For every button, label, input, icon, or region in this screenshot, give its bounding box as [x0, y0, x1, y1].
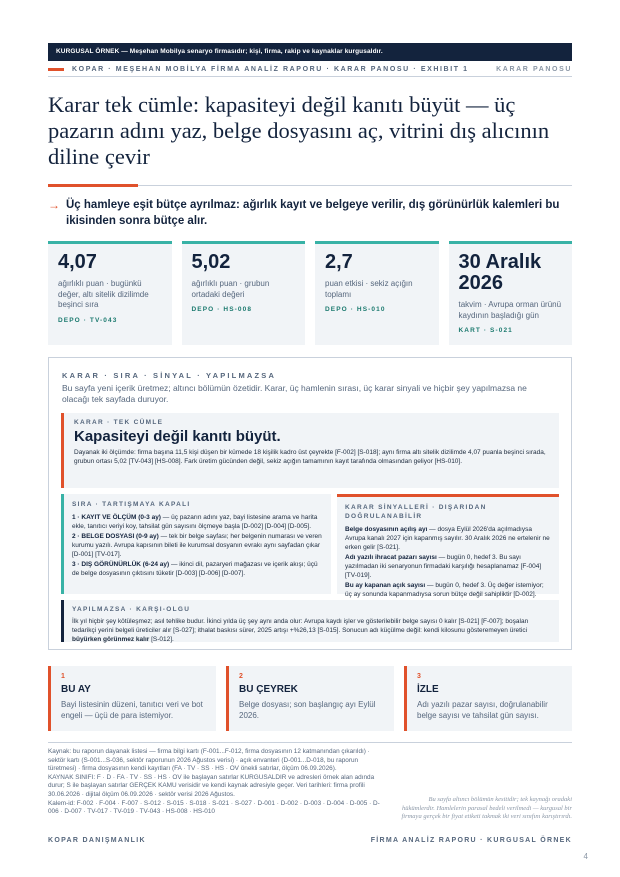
action-card — [226, 666, 394, 731]
decision-sheet — [48, 357, 572, 650]
verdict-box — [61, 413, 559, 488]
lead-text: Üç hamleye eşit bütçe ayrılmaz: ağırlık kayıt ve belgeye verilir, dış görünürlük kalemleri bu ikisinden sonra bütçe alır. — [66, 199, 560, 227]
signal-item-title: Bu ay kapanan açık sayısı — [345, 582, 426, 589]
action-number: 2 — [239, 673, 243, 680]
running-head — [48, 63, 572, 75]
action-row — [48, 666, 572, 731]
source-notes — [48, 748, 388, 817]
sequence-item — [72, 532, 323, 559]
sequence-item — [72, 513, 323, 531]
kpi-source: DEPO · TV-043 — [58, 316, 118, 324]
kpi-source: DEPO · HS-008 — [191, 306, 253, 313]
sequence-item-title: 3 · DIŞ GÖRÜNÜRLÜK (6-24 ay) — [72, 561, 170, 568]
action-card — [48, 666, 216, 731]
kpi-value: 30 Aralık 2026 — [458, 251, 542, 294]
kpi-label: takvim · Avrupa orman ürünü kaydının başladığı gün — [458, 300, 562, 320]
kpi-label: puan etkisi · sekiz açığın toplamı — [325, 279, 413, 299]
kpi-value: 5,02 — [191, 251, 231, 273]
footer-divider — [48, 742, 572, 743]
kpi-card — [48, 241, 172, 345]
counterfactual-emphasis: büyürken görünmez kalır — [72, 636, 150, 643]
source-line: KAYNAK SINIFI: F · D · FA · TV · SS · HS · OV ile başlayan satırlar KURGUSALDIR ve adresleri örnek alan adında durur; S ile başlayan satırlar GERÇEK KAMU verisidir ve kendi kaynak adresiyle geçer. Veri tarihleri: firma profili 30.06.2026 · dijital ölçüm 06.09.2026 · sektör verisi 2026 Ağustos. — [48, 773, 375, 798]
kpi-label: ağırlıklı puan · grubun ortadaki değeri — [191, 279, 270, 299]
title-accent-rule — [48, 184, 138, 187]
action-heading: İZLE — [417, 684, 439, 695]
kpi-source: KART · S-021 — [458, 327, 513, 334]
action-number: 3 — [417, 673, 421, 680]
signal-item-text: — bugün 0, hedef 3. Bu sayı yazılmadan iki senaryonun firmadaki karşılığı hesaplanamaz [F-004] [TV-019]. — [345, 554, 542, 579]
sequence-item — [72, 560, 323, 578]
counterfactual-text-before: İlk yıl hiçbir şey kötüleşmez; asıl tehlike budur. İkinci yılda üç şey aynı anda olur: Avrupa kaydı işler ve gösterilebilir belge sayısı 0 kalır [S-021] [F-007]; boşalan tedarikçi yerini belgeli üreticiler alır [S-027]; ithalat baskısı sürer, 2025 artışı +%26,13 [S-015]. Sonucun adı küçülme değil: kendi kilosunu gösteremeyen üretici — [72, 618, 529, 634]
header-divider — [48, 76, 572, 77]
sequence-item-text: — ikinci dil, pazaryeri mağazası ve içerik akışı; üçü de belge dosyasının çıktısını tüketir [D-003] [D-006] [D-007]. — [72, 561, 318, 577]
signal-item — [345, 581, 551, 599]
fiction-banner: KURGUSAL ÖRNEK — Meşehan Mobilya senaryo firmasıdır; kişi, firma, rakip ve kaynaklar kurgusaldır. — [48, 43, 572, 61]
running-head-right: KARAR PANOSU — [496, 65, 572, 73]
sequence-item-title: 2 · BELGE DOSYASI (0-9 ay) — [72, 533, 159, 540]
sequence-kicker: SIRA · TARTIŞMAYA KAPALI — [72, 501, 191, 508]
source-line: Kaynak: bu raporun dayanak listesi — firma bilgi kartı (F-001...F-012, firma dosyasının 12 katmanından çıkarıldı) · sektör kartı (S-001...S-036, sektör raporunun 2026 Ağustos verisi) · açık envanteri (D-001...D-018, bu raporun türetmesi) · firma dosyasının kendi kayıtları (FA · TV · SS · HS · OV önekli satırlar, ölçüm 06.09.2026). — [48, 748, 370, 773]
kpi-card — [449, 241, 573, 345]
signal-item — [345, 525, 551, 552]
sequence-item-title: 1 · KAYIT VE ÖLÇÜM (0-3 ay) — [72, 514, 161, 521]
sheet-intro: Bu sayfa yeni içerik üretmez; altıncı bölümün özetidir. Karar, üç hamlenin sırası, üç karar sinyali ve hiçbir şey yapılmazsa ne olacağı tek sayfada duruyor. — [62, 383, 527, 404]
counterfactual-text-after: [S-012]. — [149, 636, 174, 643]
running-head-left: KOPAR · MEŞEHAN MOBİLYA FİRMA ANALİZ RAPORU · KARAR PANOSU · EXHIBIT 1 — [72, 65, 469, 73]
page-footer — [48, 837, 572, 844]
action-text: Belge dosyası; son başlangıç ayı Eylül 2026. — [239, 700, 376, 720]
kpi-value: 2,7 — [325, 251, 353, 273]
action-card — [404, 666, 572, 731]
sheet-kicker: KARAR · SIRA · SİNYAL · YAPILMAZSA — [62, 371, 277, 380]
kpi-value: 4,07 — [58, 251, 97, 273]
signals-kicker: KARAR SİNYALLERİ · DIŞARIDAN DOĞRULANABİLİR — [345, 504, 487, 520]
counterfactual-text — [72, 617, 551, 644]
kpi-card — [182, 241, 306, 345]
signal-item — [345, 553, 551, 580]
page-number: 4 — [583, 852, 588, 861]
action-heading: BU ÇEYREK — [239, 684, 298, 695]
counterfactual-box — [61, 600, 559, 642]
arrow-right-icon: → — [48, 198, 60, 212]
signal-item-text: — bugün 0, hedef 3. Üç değer istemiyor; üç ay sonunda kapanmadıysa sorun bütçe değil sahipliktir [D-002]. — [345, 582, 544, 598]
action-heading: BU AY — [61, 684, 91, 695]
verdict-heading: Kapasiteyi değil kanıtı büyüt. — [74, 428, 281, 445]
signal-item-text: — dosya Eylül 2026'da açılmadıysa Avrupa kanalı 2027 için kapanmış sayılır. 30 Aralık 2026 ne ertelenir ne erken gelir [S-021]. — [345, 526, 550, 551]
side-note: Bu sayfa altıncı bölümün kesitidir; tek kaynağı oradaki hükümlerdir. Hamlelerin parasal bedeli verilmedi — kurgusal bir firmaya gerçek bir fiyat etiketi takmak iki veri sınıfını karıştırırdı. — [401, 796, 572, 820]
footer-right: FİRMA ANALİZ RAPORU · KURGUSAL ÖRNEK — [370, 837, 572, 844]
signal-item-title: Belge dosyasının açılış ayı — [345, 526, 428, 533]
verdict-body: Dayanak iki ölçümde: firma başına 11,5 kişi düşen bir kümede 18 kişilik kadro üst çeyrekte [F-002] [S-018]; aynı firma altı sitelik dizilimde 4,07 puanla beşinci sırada, grubun ortası 5,02 [TV-043] [HS-008]. Fark üretim gücünden değil, sekiz açığın tamamının kayıt tarafında olmasından geliyor [HS-010]. — [74, 449, 546, 465]
accent-bar — [48, 68, 64, 71]
sequence-box — [61, 494, 331, 594]
signals-box — [337, 494, 559, 598]
footer-left: KOPAR DANIŞMANLIK — [48, 837, 146, 844]
counterfactual-kicker: YAPILMAZSA · KARŞI-OLGU — [72, 606, 191, 613]
action-text: Bayi listesinin düzeni, tanıtıcı veri ve bot engeli — üçü de para istemiyor. — [61, 700, 203, 720]
source-line: Kalem-id: F-002 · F-004 · F-007 · S-012 · S-015 · S-018 · S-021 · S-027 · D-001 · D-002 · D-003 · D-004 · D-005 · D-006 · D-007 · TV-017 · TV-019 · TV-043 · HS-008 · HS-010 — [48, 799, 380, 816]
lead-statement — [48, 197, 572, 229]
title-divider — [138, 185, 572, 186]
sequence-item-text: — üç pazarın adını yaz, bayi listesine arama ve harita ekle, tanıtıcı veriyi koy, tahsilat gün sayısını ölçmeye başla [D-002] [D-004] [D-005]. — [72, 514, 318, 530]
action-number: 1 — [61, 673, 65, 680]
signal-item-title: Adı yazılı ihracat pazarı sayısı — [345, 554, 437, 561]
kpi-source: DEPO · HS-010 — [325, 306, 386, 313]
verdict-kicker: KARAR · TEK CÜMLE — [74, 419, 164, 426]
kpi-label: ağırlıklı puan · bugünkü değer, altı sitelik dizilimde beşinci sıra — [58, 279, 149, 309]
kpi-row — [48, 241, 572, 345]
action-text: Adı yazılı pazar sayısı, doğrulanabilir belge sayısı ve tahsilat gün sayısı. — [417, 700, 548, 720]
sequence-item-text: — tek bir belge sayfası; her belgenin numarası ve veren kurumu yazılı. Avrupa kapısının bileti ile kurumsal dosyanın evrakı aynı sayfadan çıkar [D-001] [TV-017]. — [72, 533, 322, 558]
kpi-card — [315, 241, 439, 345]
page-title: Karar tek cümle: kapasiteyi değil kanıtı büyüt — üç pazarın adını yaz, belge dosyasını aç, vitrini dış alıcının diline çevir — [48, 92, 550, 169]
